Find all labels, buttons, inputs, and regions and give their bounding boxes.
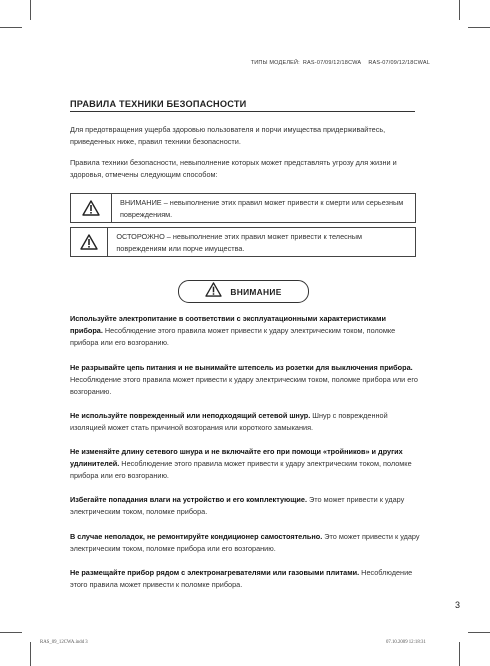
rule-text: Несоблюдение этого правила может привести к удару электрическим током, поломке прибора или его возгоранию. xyxy=(70,375,418,396)
rule-heading: Не изменяйте длину сетевого шнура и не включайте его при помощи «тройников» и других удлинителей. xyxy=(70,447,403,468)
warning-triangle-icon xyxy=(71,228,108,256)
rule-heading: Избегайте попадания влаги на устройство и его комплектующие. xyxy=(70,495,307,504)
rule-text: Это может привести к удару электрическим током, поломке прибора. xyxy=(70,495,405,516)
warning-box-danger xyxy=(70,193,416,223)
crop-mark xyxy=(30,0,31,20)
rule-heading: Не используйте поврежденный или неподходящий сетевой шнур. xyxy=(70,411,311,420)
page-title: ПРАВИЛА ТЕХНИКИ БЕЗОПАСНОСТИ xyxy=(70,99,415,112)
model-header xyxy=(244,60,430,66)
models-label: ТИПЫ МОДЕЛЕЙ: xyxy=(250,60,300,66)
warning-text-danger: ВНИМАНИЕ – невыполнение этих правил может привести к смерти или серьезным повреждениям. xyxy=(119,198,404,219)
warning-text-caution: ОСТОРОЖНО – невыполнение этих правил может привести к телесным повреждениям или порче имущества. xyxy=(116,232,363,253)
warning-triangle-icon xyxy=(71,194,112,222)
safety-rule xyxy=(70,362,420,398)
crop-mark xyxy=(468,632,490,633)
crop-mark xyxy=(0,632,22,633)
intro-paragraph-2: Правила техники безопасности, невыполнение которых может представлять угрозу для жизни и здоровья, отмечены следующим способом: xyxy=(70,158,397,179)
safety-rule xyxy=(70,410,420,434)
rule-text: Несоблюдение этого правила может привести к удару электрическим током, поломке прибора или его возгоранию. xyxy=(70,326,396,347)
rule-text: Это может привести к удару электрическим током, поломке прибора или его возгоранию. xyxy=(70,532,420,553)
safety-rule xyxy=(70,446,420,482)
model-2: RAS-07/09/12/18CWAL xyxy=(368,60,430,66)
rule-heading: В случае неполадок, не ремонтируйте кондиционер самостоятельно. xyxy=(70,532,323,541)
crop-mark xyxy=(459,642,460,666)
safety-rule xyxy=(70,494,420,518)
attention-banner xyxy=(178,280,309,303)
rule-heading: Не разрывайте цепь питания и не вынимайте штепсель из розетки для выключения прибора. xyxy=(70,363,413,372)
rule-text: Несоблюдение этого правила может привести к поломке прибора. xyxy=(70,568,413,589)
crop-mark xyxy=(0,27,22,28)
rule-heading: Не размещайте прибор рядом с электронагревателями или газовыми плитами. xyxy=(70,568,360,577)
footer-filename: RAS_09_12CWA.indd 3 xyxy=(40,640,88,645)
crop-mark xyxy=(30,642,31,666)
page-number: 3 xyxy=(455,600,461,610)
safety-rule xyxy=(70,531,420,555)
warning-triangle-icon xyxy=(205,282,222,302)
safety-rule xyxy=(70,567,420,591)
banner-label: ВНИМАНИЕ xyxy=(230,286,282,297)
intro-paragraph-1: Для предотвращения ущерба здоровью пользователя и порчи имущества придерживайтесь, приведенных ниже, правил техники безопасности. xyxy=(70,125,386,146)
footer-datetime: 07.10.2009 12:18:31 xyxy=(386,640,426,645)
rule-text: Несоблюдение этого правила может привести к удару электрическим током, поломке прибора или его возгоранию. xyxy=(70,459,412,480)
crop-mark xyxy=(468,27,490,28)
warning-box-caution xyxy=(70,227,416,257)
rule-heading: Используйте электропитание в соответствии с эксплуатационными характеристиками прибора. xyxy=(70,314,386,335)
crop-mark xyxy=(459,0,460,20)
rule-text: Шнур с поврежденной изоляцией может стать причиной возгорания или короткого замыкания. xyxy=(70,411,388,432)
safety-rule xyxy=(70,313,420,349)
model-1: RAS-07/09/12/18CWA xyxy=(302,60,362,66)
